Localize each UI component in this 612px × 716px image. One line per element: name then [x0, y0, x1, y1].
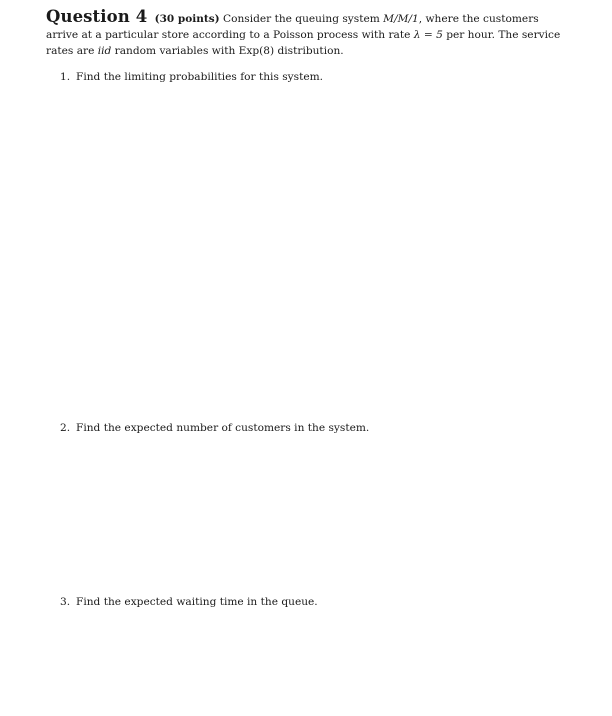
item-number: 2. — [60, 422, 71, 434]
question-block — [46, 7, 561, 59]
question-title: Question 4 — [46, 7, 148, 26]
question-text-2b: per hour. The service — [442, 29, 561, 41]
item-text: Find the expected waiting time in the queue. — [76, 596, 318, 608]
question-line-3 — [46, 43, 556, 59]
question-text-1b: , where the customers — [418, 13, 539, 25]
question-text-3a: rates are — [46, 45, 98, 57]
list-item — [60, 70, 323, 84]
item-number: 1. — [60, 71, 71, 83]
list-item — [60, 421, 369, 435]
question-line-1 — [46, 9, 556, 27]
question-text-2a: arrive at a particular store according to a Poisson process with rate — [46, 29, 414, 41]
list-item — [60, 595, 318, 609]
question-math-iid: iid — [97, 45, 112, 57]
question-math-mm1: M/M/1 — [383, 13, 419, 25]
item-text: Find the expected number of customers in the system. — [76, 422, 370, 434]
question-line-2 — [46, 27, 561, 43]
question-points: (30 points) — [154, 13, 220, 25]
question-math-lambda: λ = 5 — [413, 29, 443, 41]
question-text-3b: random variables with Exp(8) distribution. — [111, 45, 344, 57]
item-text: Find the limiting probabilities for this system. — [76, 71, 324, 83]
question-text-1a: Consider the queuing system — [222, 13, 384, 25]
item-number: 3. — [60, 596, 71, 608]
